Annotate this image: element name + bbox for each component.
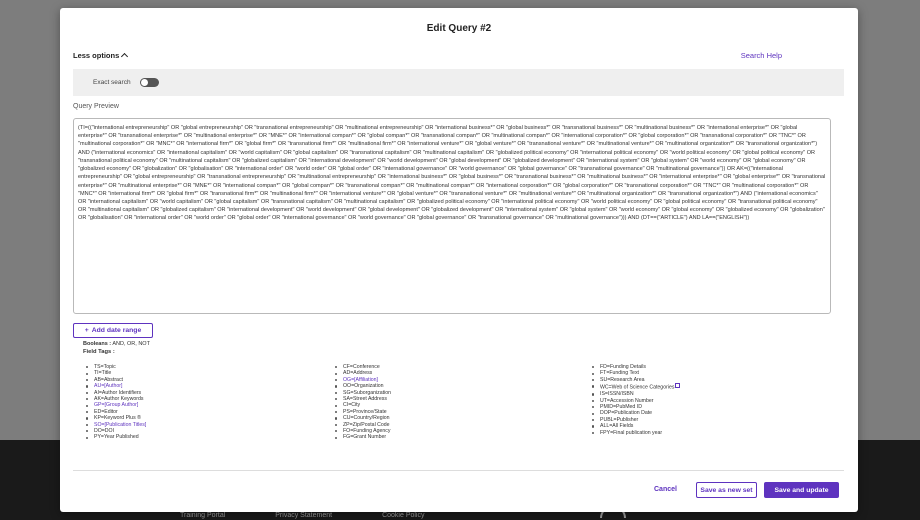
- field-tags-column-1: [84, 364, 146, 441]
- field-tag-item: AB=Abstract: [84, 377, 146, 383]
- field-tag-item: PY=Year Published: [84, 434, 146, 440]
- field-tags-label: Field Tags :: [83, 349, 115, 355]
- field-tag-item: FT=Funding Text: [590, 370, 680, 376]
- field-tags-column-2: [333, 364, 391, 441]
- field-tag-item: PS=Province/State: [333, 409, 391, 415]
- exact-search-label: Exact search: [93, 79, 131, 86]
- field-tag-link[interactable]: SO=[Publication Titles]: [84, 422, 146, 428]
- field-tag-item: AI=Author Identifiers: [84, 390, 146, 396]
- dialog-footer-divider: [73, 470, 844, 471]
- query-preview-label: Query Preview: [73, 103, 119, 110]
- field-tag-item: CU=Country/Region: [333, 415, 391, 421]
- exact-search-bar: [73, 69, 844, 96]
- booleans-value: AND, OR, NOT: [112, 341, 150, 347]
- field-tag-item: SG=Suborganization: [333, 390, 391, 396]
- options-row: [73, 49, 844, 67]
- query-preview-textarea[interactable]: (TI=(("international entrepreneurship" OR "global entrepreneurship" OR "transnational entrepreneurship" OR "multinational entrepreneurship" OR "international business*" OR "global business*" OR "transnational business*" OR "multinational business*" OR "international enterprise*" OR "global enterprise*" OR "transnational enterprise*" OR "multinational enterprise*" OR "MNE*" OR "international compan*" OR "global compan*" OR "transnational compan*" OR "multinational compan*" OR "international corporation*" OR "global corporation*" OR "transnational corporation*" OR "TNC*" OR "multinational corporation*" OR "MNC*" OR "international firm*" OR "global firm*" OR "transnational firm*" OR "multinational firm*" OR "international venture*" OR "global venture*" OR "transnational venture*" OR "multinational venture*" OR "multinational organization*" OR "transnational organization*") AND ("international economics" OR "international capitalism" OR "world capitalism" OR "global capitalism" OR "transnational capitalism" OR "multinational capitalism" OR "globalized political economy" OR "international political economy" OR "world political economy" OR "global political economy" OR "transnational political economy" OR "multinational capitalism" OR "globalized capitalism" OR "international development" OR "world development" OR "global development" OR "globalized development" OR "international system" OR "global system" OR "world economy" OR "global economy" OR "globalized economy" OR "globalization" OR "globalisation" OR "international order" OR "world order" OR "global order" OR "international governance" OR "world governance" OR "global governance" OR "transnational governance" OR "multinational governance")) OR AK=(("international entrepreneurship" OR "global entrepreneurship" OR "transnational entrepreneurship" OR "multinational entrepreneurship" OR "international business*" OR "global business*" OR "transnational business*" OR "multinational business*" OR "international enterprise*" OR "global enterprise*" OR "transnational enterprise*" OR "multinational enterprise*" OR "MNE*" OR "international compan*" OR "global compan*" OR "transnational compan*" OR "multinational compan*" OR "international corporation*" OR "global corporation*" OR "transnational corporation*" OR "TNC*" OR "multinational corporation*" OR "MNC*" OR "international firm*" OR "global firm*" OR "transnational firm*" OR "multinational firm*" OR "international venture*" OR "global venture*" OR "transnational venture*" OR "multinational venture*" OR "multinational organization*" OR "transnational organization*") AND ("international economics" OR "international capitalism" OR "world capitalism" OR "global capitalism" OR "transnational capitalism" OR "multinational capitalism" OR "globalized political economy" OR "international political economy" OR "world political economy" OR "global political economy" OR "transnational political economy" OR "multinational capitalism" OR "globalized capitalism" OR "international development" OR "world development" OR "global development" OR "globalized development" OR "international system" OR "global system" OR "world economy" OR "global economy" OR "globalized economy" OR "globalization" OR "globalisation" OR "international order" OR "world order" OR "global order" OR "international governance" OR "world governance" OR "global governance" OR "transnational governance" OR "multinational governance"))) AND (DT==("ARTICLE") AND LA==("ENGLISH")): [73, 118, 831, 314]
- add-date-range-button[interactable]: [73, 323, 153, 338]
- edit-query-dialog: [60, 8, 858, 512]
- field-tag-item: DO=DOI: [84, 428, 146, 434]
- less-options-label: Less options: [73, 51, 120, 60]
- field-tag-item: CF=Conference: [333, 364, 391, 370]
- field-tag-link[interactable]: GP=[Group Author]: [84, 402, 146, 408]
- less-options-toggle[interactable]: [73, 51, 127, 60]
- field-tag-link[interactable]: AU=[Author]: [84, 383, 146, 389]
- save-and-update-button[interactable]: Save and update: [764, 482, 839, 498]
- field-tag-item: TS=Topic: [84, 364, 146, 370]
- field-tag-item: PMID=PubMed ID: [590, 404, 680, 410]
- field-tag-wos-categories: [590, 383, 680, 391]
- field-tag-item: IS=ISSN/ISBN: [590, 391, 680, 397]
- field-tag-item: PUBL=Publisher: [590, 417, 680, 423]
- cancel-button[interactable]: Cancel: [654, 486, 677, 493]
- field-tag-item: AK=Author Keywords: [84, 396, 146, 402]
- field-tag-text: WC=Web of Science Categories: [600, 384, 675, 391]
- field-tag-item: SU=Research Area: [590, 377, 680, 383]
- field-tag-item: FO=Funding Agency: [333, 428, 391, 434]
- field-tag-item: DOP=Publication Date: [590, 410, 680, 416]
- field-tag-item: AD=Address: [333, 370, 391, 376]
- field-tag-item: FPY=Final publication year: [590, 430, 680, 436]
- field-tag-item: TI=Title: [84, 370, 146, 376]
- toggle-knob: [141, 79, 148, 86]
- field-tag-item: ZP=Zip/Postal Code: [333, 422, 391, 428]
- exact-search-toggle[interactable]: [140, 78, 159, 87]
- background-footer-links: [180, 512, 425, 519]
- field-tag-item: KP=Keyword Plus ®: [84, 415, 146, 421]
- field-tag-item: CI=City: [333, 402, 391, 408]
- field-tag-link[interactable]: OG=[Affiliation]: [333, 377, 391, 383]
- field-tag-item: ALL=All Fields: [590, 423, 680, 429]
- field-tag-item: ED=Editor: [84, 409, 146, 415]
- dialog-title: Edit Query #2: [426, 23, 492, 34]
- booleans-label: Booleans :: [83, 341, 112, 347]
- footer-link-privacy: Privacy Statement: [275, 512, 333, 519]
- save-as-new-set-button[interactable]: Save as new set: [696, 482, 757, 498]
- field-tag-item: OO=Organization: [333, 383, 391, 389]
- booleans-info: [83, 341, 150, 347]
- field-tag-item: UT=Accession Number: [590, 398, 680, 404]
- field-tag-item: SA=Street Address: [333, 396, 391, 402]
- add-date-range-label: Add date range: [91, 327, 142, 334]
- external-link-icon[interactable]: [675, 383, 680, 388]
- search-help-link[interactable]: Search Help: [740, 51, 782, 60]
- field-tag-item: FD=Funding Details: [590, 364, 680, 370]
- footer-link-training: Training Portal: [180, 512, 226, 519]
- field-tags-column-3: [590, 364, 680, 436]
- chevron-up-icon: [121, 53, 128, 60]
- plus-icon: +: [84, 327, 89, 334]
- field-tag-item: FG=Grant Number: [333, 434, 391, 440]
- footer-link-cookie: Cookie Policy: [382, 512, 425, 519]
